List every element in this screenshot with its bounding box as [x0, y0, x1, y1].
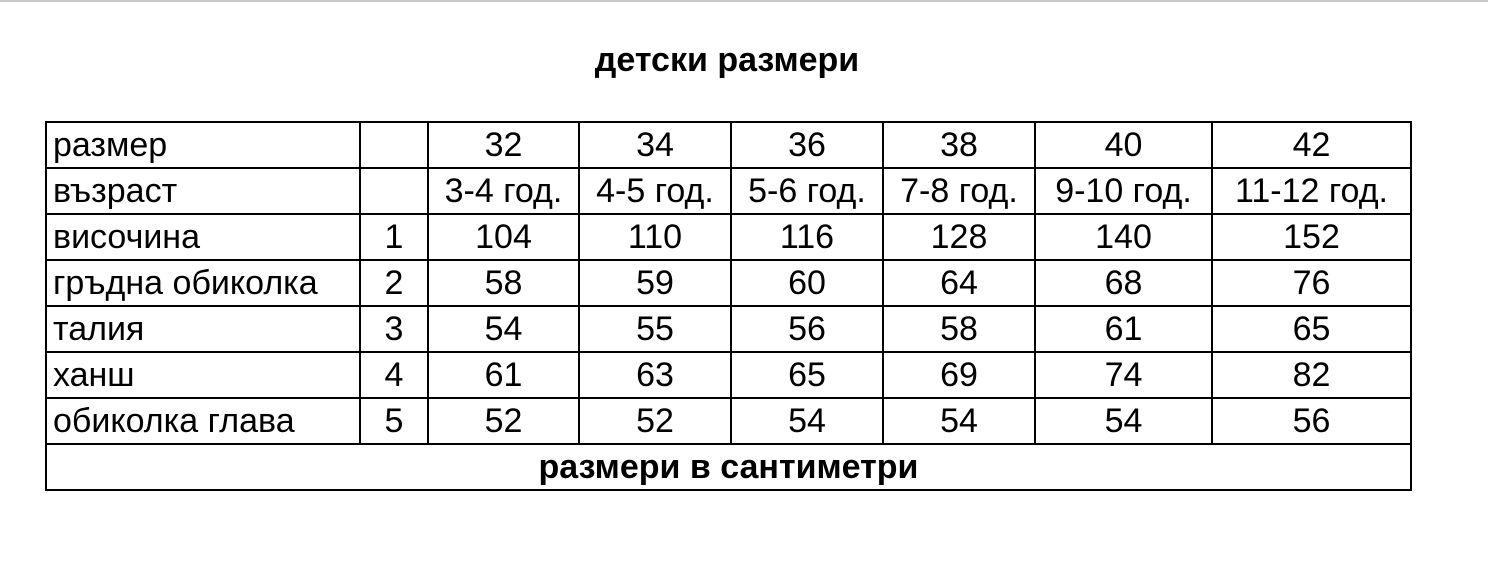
- row-number: 2: [360, 260, 428, 306]
- table-cell: 59: [579, 260, 731, 306]
- row-label: възраст: [46, 168, 360, 214]
- table-cell: 4-5 год.: [579, 168, 731, 214]
- page-title: детски размери: [594, 41, 860, 79]
- table-row: [46, 122, 1411, 168]
- table-cell: 58: [428, 260, 579, 306]
- table-cell: 54: [1035, 398, 1212, 444]
- row-label: талия: [46, 306, 360, 352]
- row-number: 3: [360, 306, 428, 352]
- table-body: [46, 122, 1411, 490]
- row-label: гръдна обиколка: [46, 260, 360, 306]
- row-number: 5: [360, 398, 428, 444]
- top-divider: [0, 0, 1488, 2]
- table-row: [46, 214, 1411, 260]
- table-cell: 54: [428, 306, 579, 352]
- table-cell: 65: [1212, 306, 1411, 352]
- table-cell: 40: [1035, 122, 1212, 168]
- units-note: размери в сантиметри: [46, 444, 1411, 490]
- row-number: 4: [360, 352, 428, 398]
- table-cell: 82: [1212, 352, 1411, 398]
- table-cell: 34: [579, 122, 731, 168]
- table-cell: 61: [428, 352, 579, 398]
- table-row: [46, 260, 1411, 306]
- table-cell: 61: [1035, 306, 1212, 352]
- table-cell: 32: [428, 122, 579, 168]
- table-row: [46, 306, 1411, 352]
- table-cell: 68: [1035, 260, 1212, 306]
- row-label: ханш: [46, 352, 360, 398]
- table-cell: 116: [731, 214, 883, 260]
- table-cell: 3-4 год.: [428, 168, 579, 214]
- table-cell: 56: [1212, 398, 1411, 444]
- table-cell: 64: [883, 260, 1035, 306]
- table-footer-row: [46, 444, 1411, 490]
- table-cell: 76: [1212, 260, 1411, 306]
- table-cell: 60: [731, 260, 883, 306]
- table-cell: 152: [1212, 214, 1411, 260]
- table-cell: 54: [731, 398, 883, 444]
- table-cell: 63: [579, 352, 731, 398]
- row-label: обиколка глава: [46, 398, 360, 444]
- table-cell: 74: [1035, 352, 1212, 398]
- table-cell: 58: [883, 306, 1035, 352]
- row-label: височина: [46, 214, 360, 260]
- table-cell: 65: [731, 352, 883, 398]
- size-chart-table: [45, 121, 1412, 491]
- row-number: 1: [360, 214, 428, 260]
- table-cell: 7-8 год.: [883, 168, 1035, 214]
- table-cell: 11-12 год.: [1212, 168, 1411, 214]
- table-cell: 55: [579, 306, 731, 352]
- table-cell: 38: [883, 122, 1035, 168]
- table-cell: 56: [731, 306, 883, 352]
- table-cell: 42: [1212, 122, 1411, 168]
- table-cell: 110: [579, 214, 731, 260]
- row-number: [360, 168, 428, 214]
- table-cell: 5-6 год.: [731, 168, 883, 214]
- table-row: [46, 168, 1411, 214]
- table-cell: 9-10 год.: [1035, 168, 1212, 214]
- table-cell: 36: [731, 122, 883, 168]
- table-cell: 104: [428, 214, 579, 260]
- table-cell: 128: [883, 214, 1035, 260]
- row-label: размер: [46, 122, 360, 168]
- table-cell: 140: [1035, 214, 1212, 260]
- table-row: [46, 352, 1411, 398]
- table-cell: 52: [428, 398, 579, 444]
- row-number: [360, 122, 428, 168]
- table-cell: 52: [579, 398, 731, 444]
- table-cell: 54: [883, 398, 1035, 444]
- table-row: [46, 398, 1411, 444]
- table-cell: 69: [883, 352, 1035, 398]
